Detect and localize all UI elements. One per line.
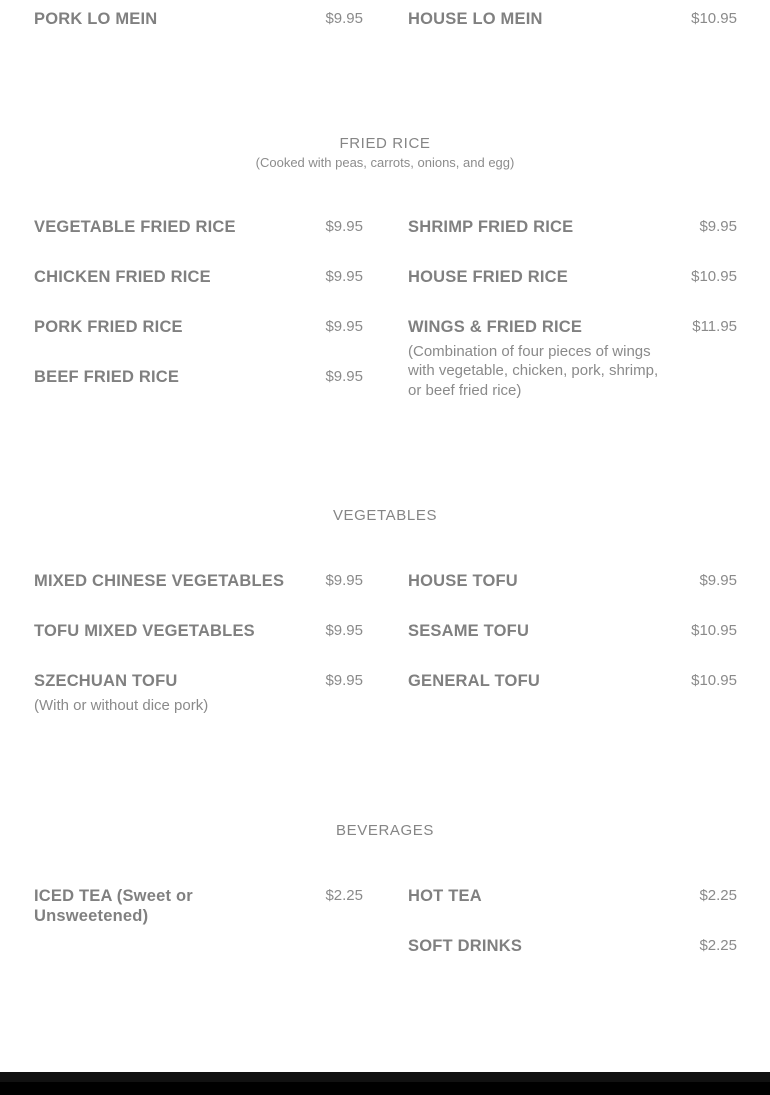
item-name: HOUSE TOFU: [408, 572, 518, 590]
item-name: PORK LO MEIN: [34, 10, 158, 28]
item-description-line: with vegetable, chicken, pork, shrimp,: [408, 362, 659, 379]
item-price: $10.95: [691, 10, 737, 27]
item-name: SOFT DRINKS: [408, 937, 523, 955]
item-name: TOFU MIXED VEGETABLES: [34, 622, 255, 640]
menu-item-hot-tea: [408, 886, 737, 908]
item-price: $9.95: [325, 368, 363, 385]
item-name: HOUSE FRIED RICE: [408, 268, 568, 286]
item-name: MIXED CHINESE VEGETABLES: [34, 572, 285, 590]
menu-item-szechuan-tofu: [34, 671, 363, 717]
menu-item-general-tofu: [408, 671, 737, 693]
item-description-line: (Combination of four pieces of wings: [408, 343, 651, 360]
item-name: GENERAL TOFU: [408, 672, 540, 690]
item-price: $9.95: [325, 318, 363, 335]
item-description-line: or beef fried rice): [408, 382, 522, 399]
item-name: WINGS & FRIED RICE: [408, 318, 583, 336]
item-price: $10.95: [691, 672, 737, 689]
section-subtitle-fried-rice: (Cooked with peas, carrots, onions, and egg): [255, 155, 515, 170]
item-price: $9.95: [325, 268, 363, 285]
item-name: HOUSE LO MEIN: [408, 10, 543, 28]
item-price: $9.95: [325, 572, 363, 589]
item-name: HOT TEA: [408, 887, 482, 905]
item-description: (With or without dice pork): [34, 697, 209, 714]
item-name: VEGETABLE FRIED RICE: [34, 218, 236, 236]
item-price: $2.25: [699, 887, 737, 904]
item-name: SESAME TOFU: [408, 622, 530, 640]
item-name: CHICKEN FRIED RICE: [34, 268, 211, 286]
menu-item-beef-fried-rice: [34, 367, 363, 389]
menu-item-mixed-chinese-vegetables: [34, 571, 363, 593]
item-price: $2.25: [325, 887, 363, 904]
item-price: $2.25: [699, 937, 737, 954]
item-price: $9.95: [699, 572, 737, 589]
menu-item-tofu-mixed-vegetables: [34, 621, 363, 643]
menu-item-pork-fried-rice: [34, 317, 363, 339]
footer-bar: [0, 1072, 770, 1095]
item-name: BEEF FRIED RICE: [34, 368, 180, 386]
section-title-fried-rice: FRIED RICE: [339, 135, 431, 152]
menu-item-pork-lo-mein: [34, 9, 363, 31]
item-name-line: ICED TEA (Sweet or: [34, 887, 193, 905]
menu-item-vegetable-fried-rice: [34, 217, 363, 239]
item-name: SHRIMP FRIED RICE: [408, 218, 574, 236]
item-name: SZECHUAN TOFU: [34, 672, 178, 690]
menu-item-sesame-tofu: [408, 621, 737, 643]
section-title-beverages: BEVERAGES: [336, 822, 434, 839]
item-price: $9.95: [325, 10, 363, 27]
item-price: $10.95: [691, 622, 737, 639]
item-price: $9.95: [699, 218, 737, 235]
item-name: PORK FRIED RICE: [34, 318, 183, 336]
item-price: $9.95: [325, 218, 363, 235]
item-name-line: Unsweetened): [34, 907, 149, 925]
menu-item-shrimp-fried-rice: [408, 217, 737, 239]
menu-item-house-lo-mein: [408, 9, 737, 31]
item-price: $11.95: [692, 318, 737, 335]
menu-item-soft-drinks: [408, 936, 737, 958]
footer-bar-inner: [0, 1082, 770, 1095]
menu-item-iced-tea: [34, 886, 363, 930]
menu-item-house-tofu: [408, 571, 737, 593]
menu-item-chicken-fried-rice: [34, 267, 363, 289]
item-price: $9.95: [325, 622, 363, 639]
menu-item-house-fried-rice: [408, 267, 737, 289]
item-price: $9.95: [325, 672, 363, 689]
item-price: $10.95: [691, 268, 737, 285]
section-title-vegetables: VEGETABLES: [332, 507, 438, 524]
menu-item-wings-fried-rice: [408, 317, 737, 403]
